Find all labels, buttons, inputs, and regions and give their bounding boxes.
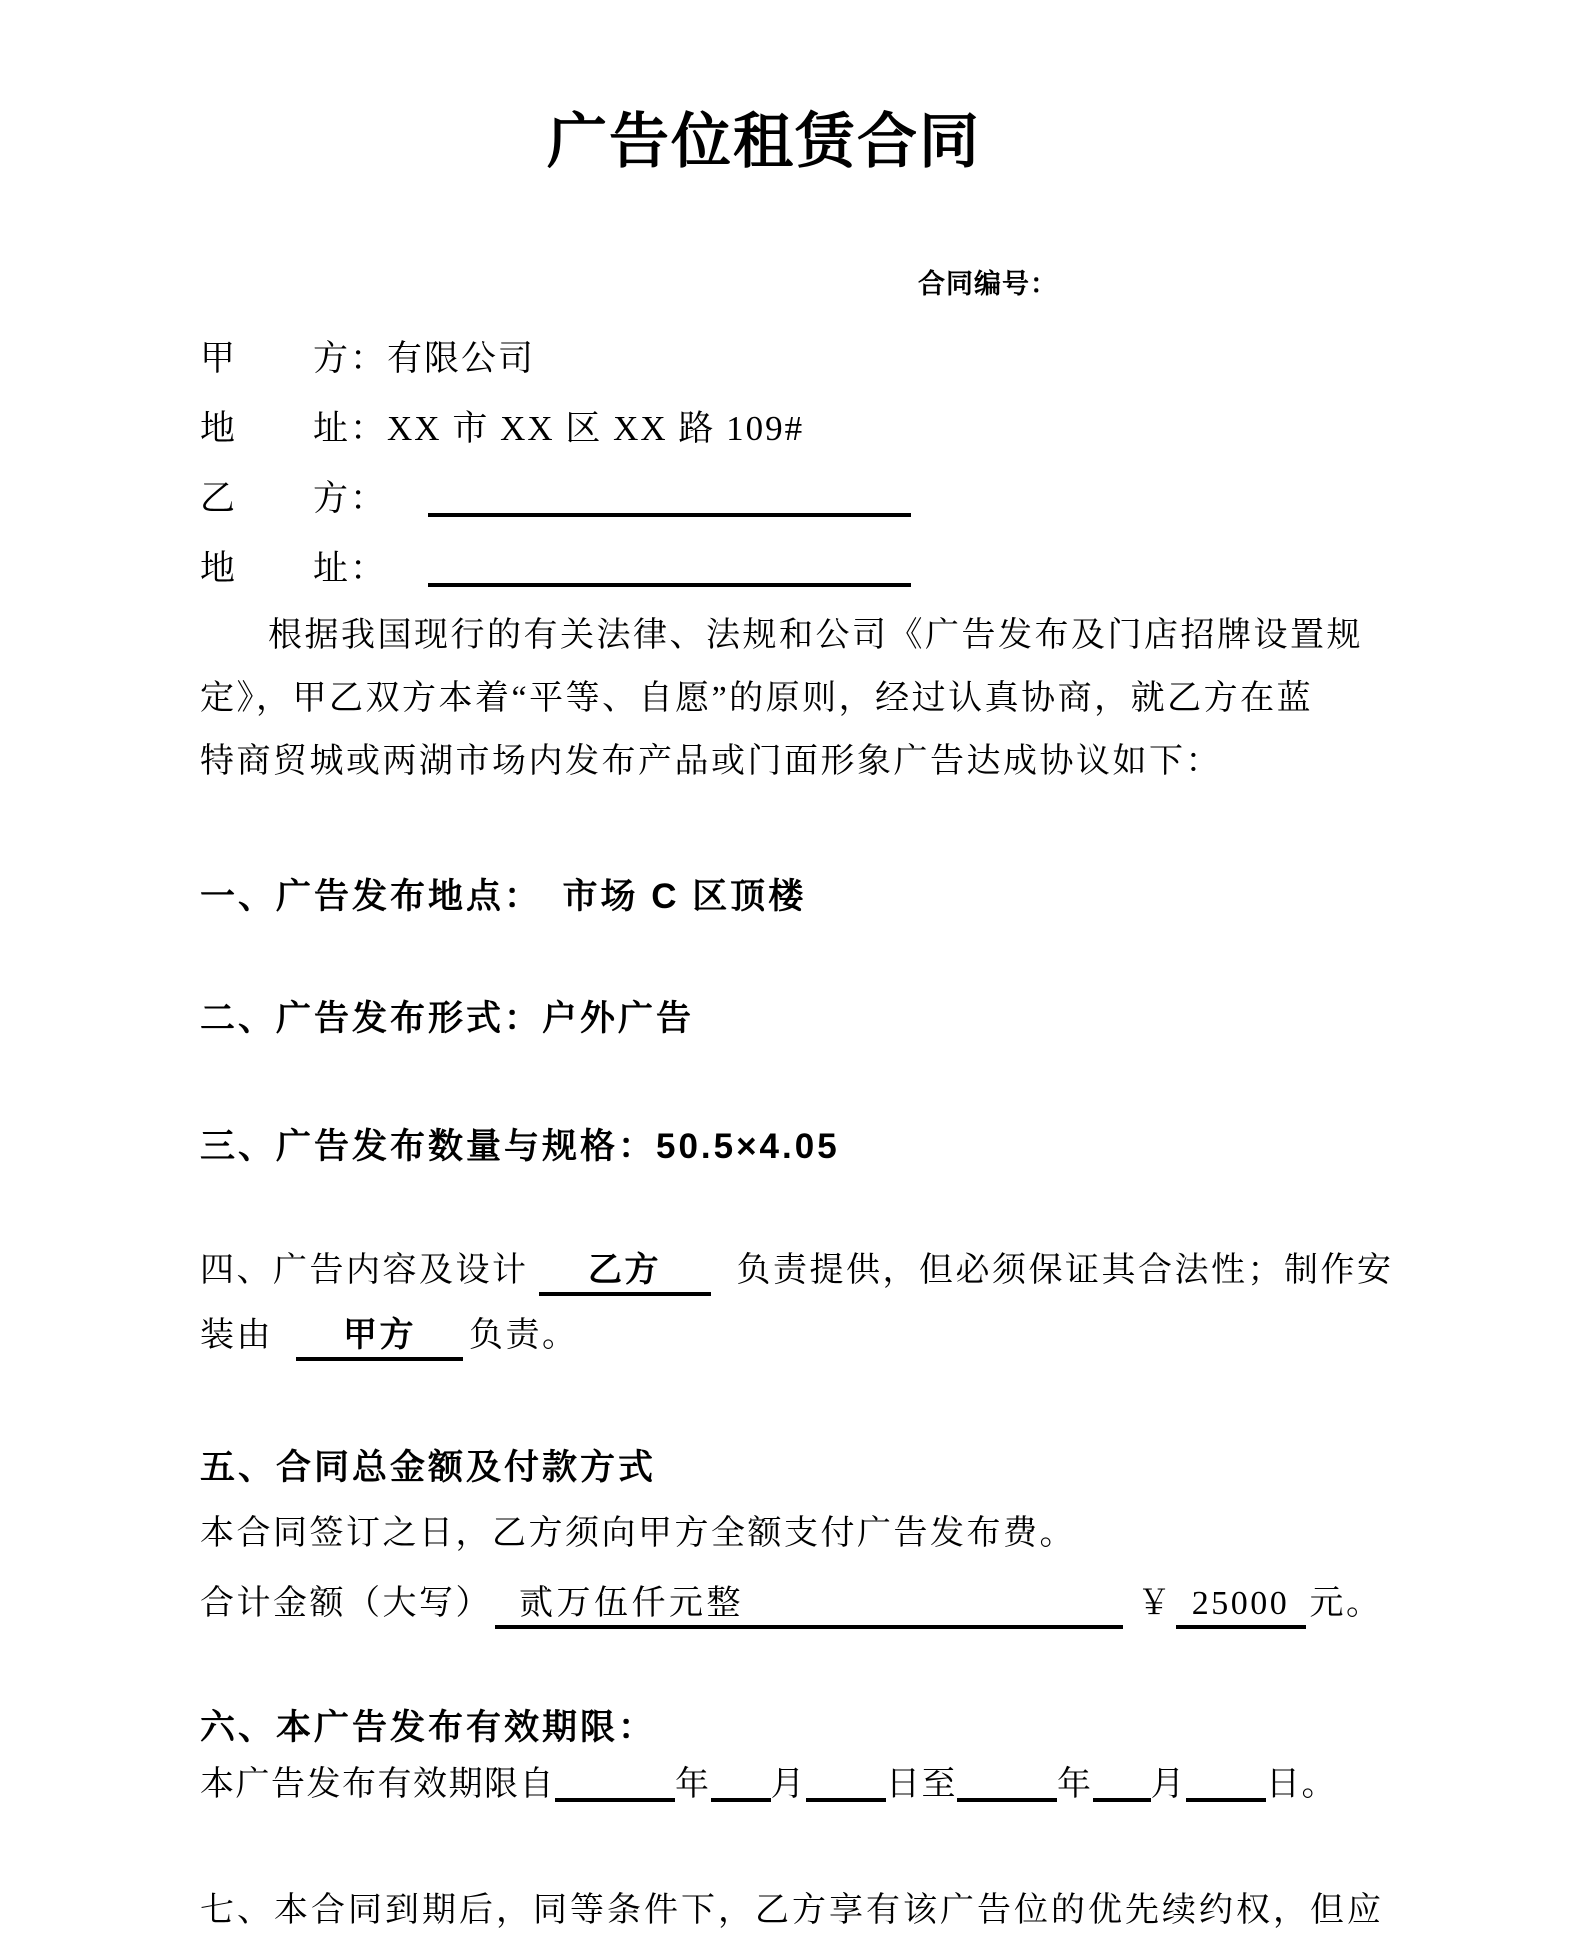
month-label: 月 <box>1150 1766 1186 1803</box>
amount-in-figures-blank[interactable]: 25000 <box>1176 1584 1306 1629</box>
section-5-heading: 五、合同总金额及付款方式 <box>200 1448 657 1487</box>
year-label: 年 <box>1057 1766 1093 1803</box>
section-5-payment-text: 本合同签订之日，乙方须向甲方全额支付广告发布费。 <box>200 1515 1076 1552</box>
start-day-blank[interactable] <box>806 1764 886 1802</box>
end-day-blank[interactable] <box>1186 1764 1266 1802</box>
party-name-blank-line[interactable] <box>428 478 911 517</box>
party-value: 有限公司 <box>387 339 536 378</box>
amount-in-words-blank[interactable]: 贰万伍仟元整 <box>495 1584 1123 1629</box>
section-4-line-2 <box>200 1316 579 1361</box>
day-to-label: 日至 <box>886 1766 957 1803</box>
party-field-label: 方： <box>313 479 388 518</box>
end-month-blank[interactable] <box>1093 1764 1151 1802</box>
amount-unit: 元。 <box>1309 1585 1383 1622</box>
yen-symbol: ￥ <box>1137 1585 1174 1622</box>
contract-title: 广告位租赁合同 <box>547 108 981 175</box>
section-6-heading: 六、本广告发布有效期限： <box>200 1708 657 1747</box>
party-field-label: 方： <box>313 339 388 378</box>
year-label: 年 <box>675 1766 711 1803</box>
party-field-label: 址： <box>313 409 388 448</box>
day-end-label: 日。 <box>1266 1766 1337 1803</box>
section-4-line-1 <box>200 1251 1394 1296</box>
section-3-heading: 三、广告发布数量与规格：50.5×4.05 <box>200 1127 840 1166</box>
section-5-amount-line <box>200 1584 1383 1629</box>
end-year-blank[interactable] <box>957 1764 1057 1802</box>
install-responsible-blank[interactable]: 甲方 <box>296 1316 463 1361</box>
party-value: XX 市 XX 区 XX 路 109# <box>387 409 805 448</box>
start-year-blank[interactable] <box>555 1764 675 1802</box>
design-responsible-blank[interactable]: 乙方 <box>539 1251 711 1296</box>
party-label: 地 <box>200 409 236 448</box>
preamble-line-1: 根据我国现行的有关法律、法规和公司《广告发布及门店招牌设置规 <box>268 617 1363 654</box>
party-label: 甲 <box>200 339 236 378</box>
party-address-blank-line[interactable] <box>428 548 911 587</box>
section-4-text: 负责提供，但必须保证其合法性；制作安 <box>736 1252 1394 1289</box>
amount-label: 合计金额（大写） <box>200 1585 492 1622</box>
party-label: 乙 <box>200 479 236 518</box>
preamble-line-3: 特商贸城或两湖市场内发布产品或门面形象广告达成协议如下： <box>200 743 1222 780</box>
section-6-validity-line <box>200 1764 1337 1806</box>
section-4-prefix: 四、广告内容及设计 <box>200 1252 529 1289</box>
start-month-blank[interactable] <box>711 1764 771 1802</box>
section-4-line2-suffix: 负责。 <box>469 1317 579 1354</box>
party-row-address-yi <box>200 548 911 590</box>
party-row-jia <box>200 338 535 380</box>
section-7-text: 七、本合同到期后，同等条件下，乙方享有该广告位的优先续约权，但应 <box>200 1892 1384 1929</box>
section-4-line2-prefix: 装由 <box>200 1317 273 1354</box>
party-label: 地 <box>200 549 236 588</box>
party-row-address-jia <box>200 408 804 450</box>
section-1-heading: 一、广告发布地点： 市场 C 区顶楼 <box>200 877 807 916</box>
party-row-yi <box>200 478 911 520</box>
month-label: 月 <box>770 1766 806 1803</box>
validity-prefix: 本广告发布有效期限自 <box>200 1766 555 1803</box>
party-field-label: 址： <box>313 549 388 588</box>
preamble-line-2: 定》，甲乙双方本着“平等、自愿”的原则，经过认真协商，就乙方在蓝 <box>200 680 1314 717</box>
section-2-heading: 二、广告发布形式：户外广告 <box>200 999 695 1038</box>
contract-number-label: 合同编号： <box>918 269 1058 299</box>
